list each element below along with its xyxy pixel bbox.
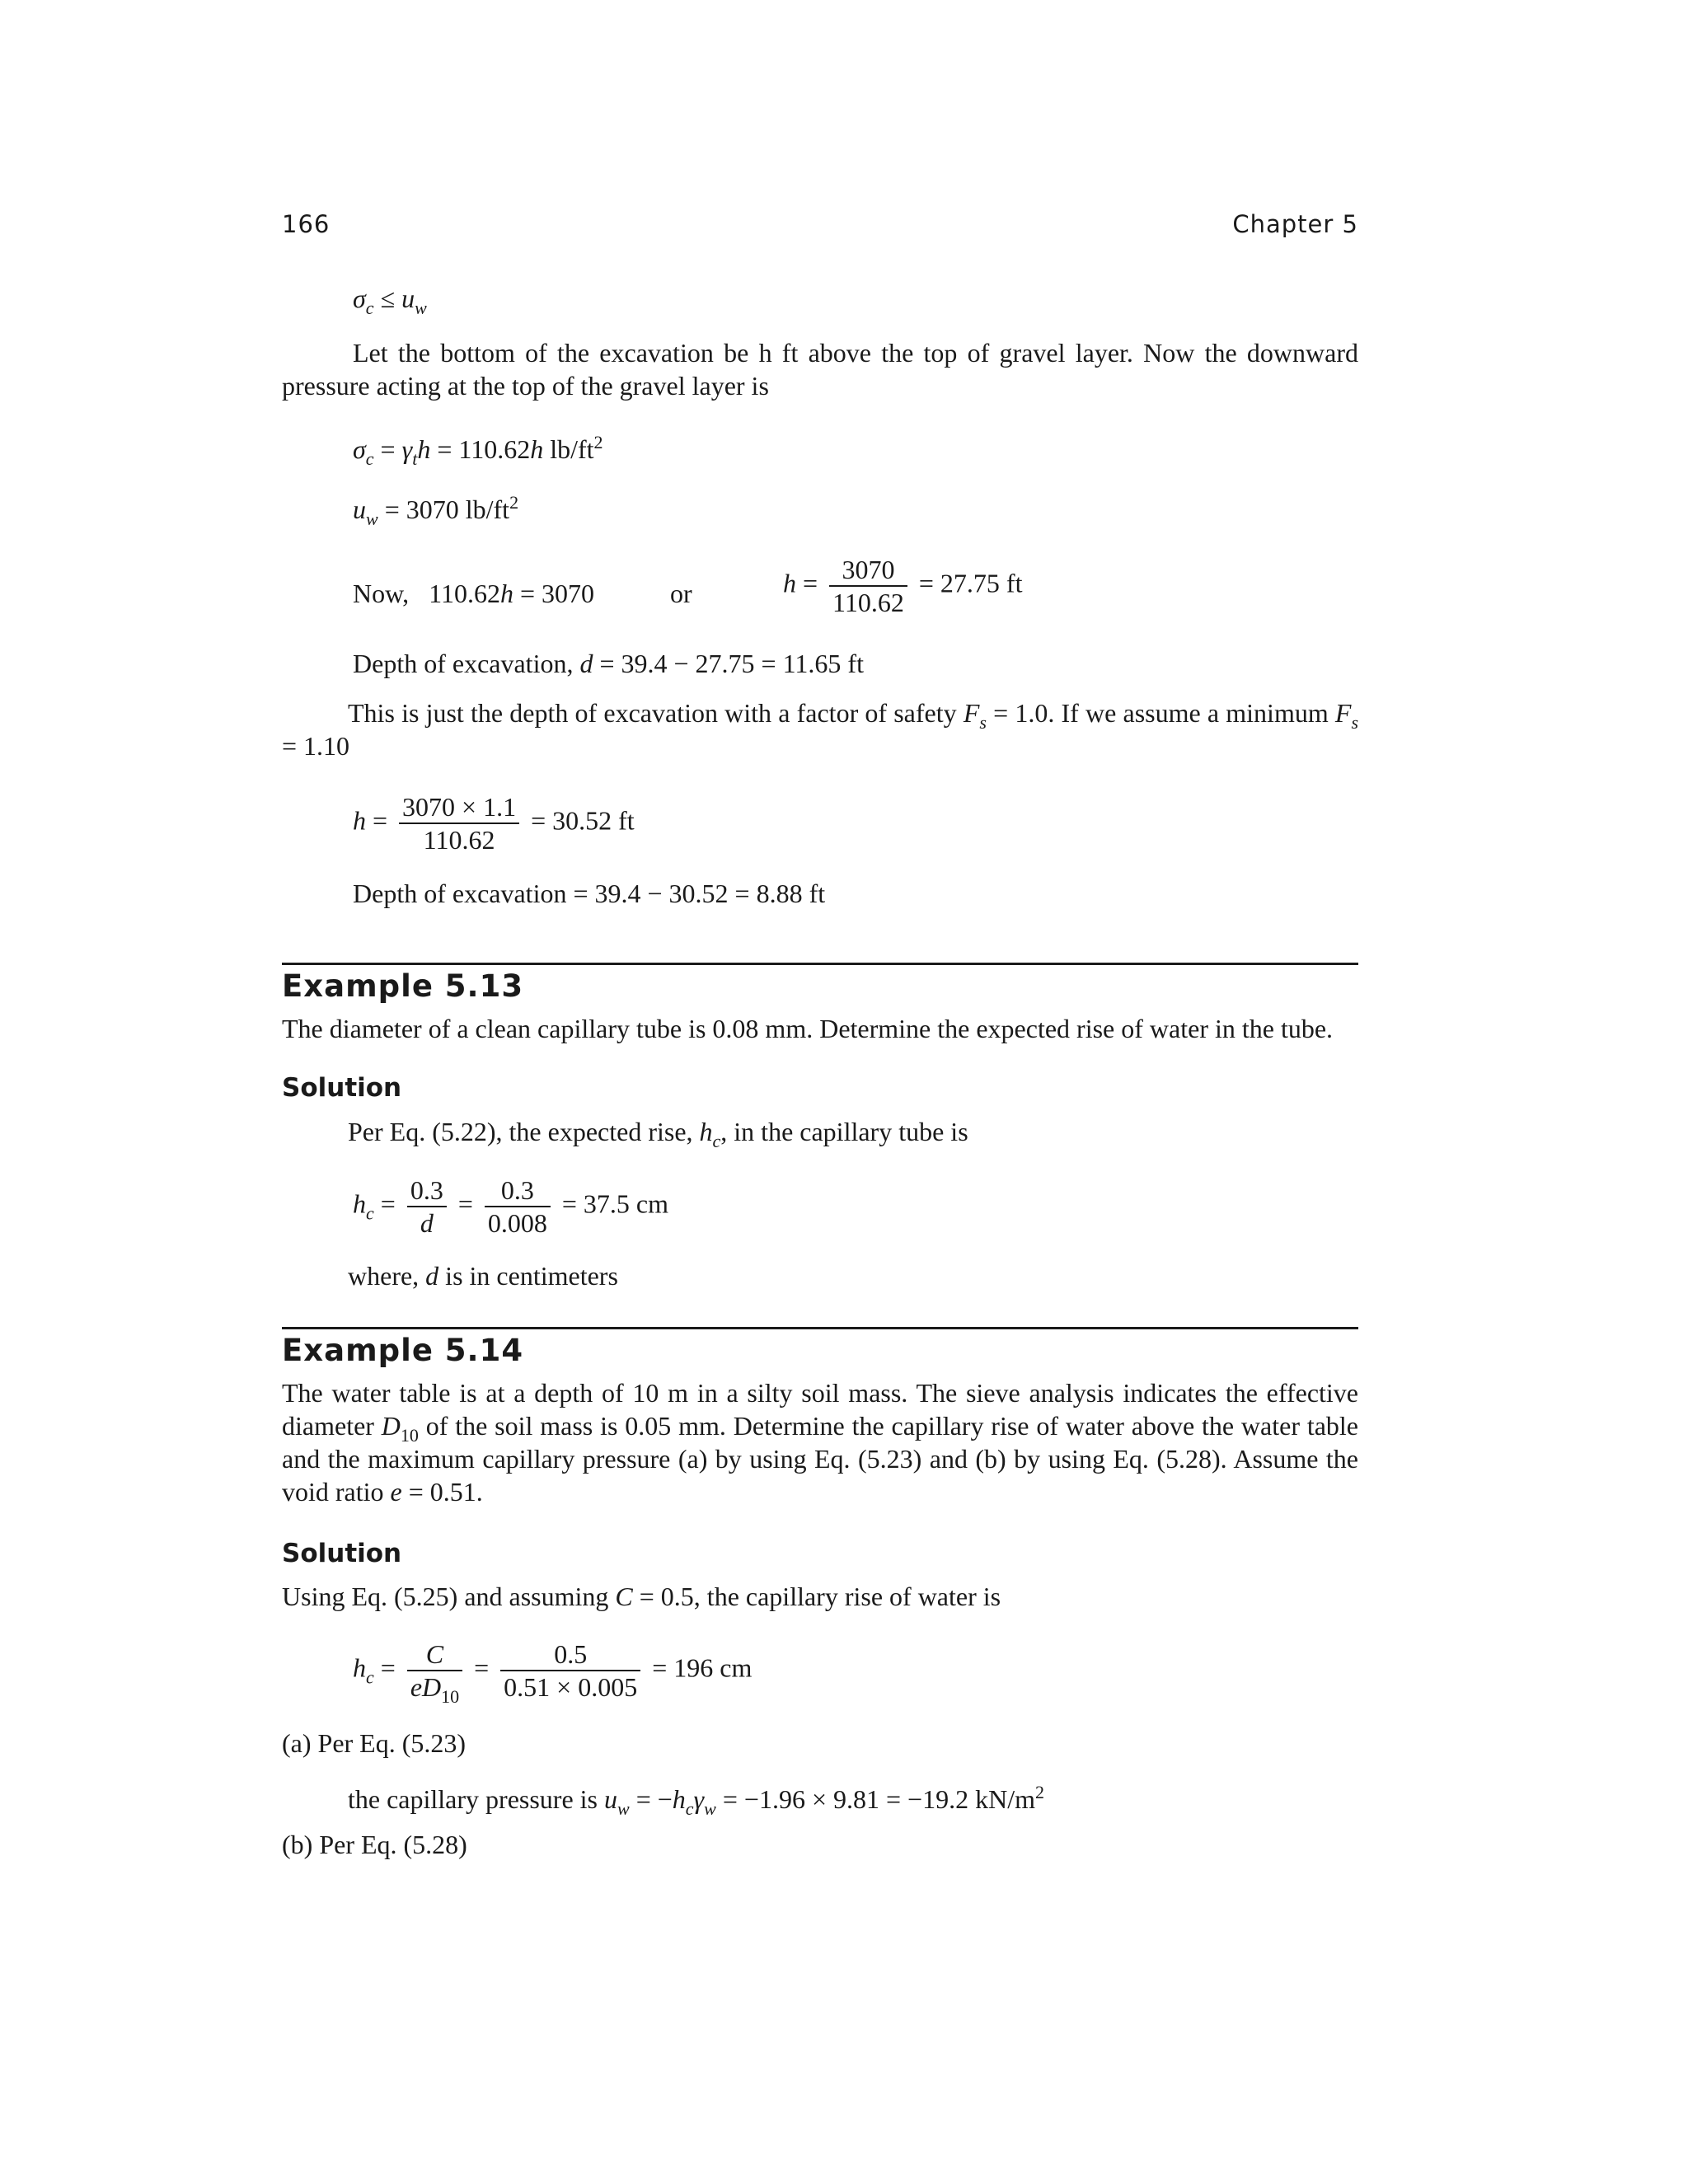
h-fraction-equation: h = $\frac{3070}{110.62}$ = 27.75 ft bbox=[783, 555, 1023, 617]
fraction: $\frac{0.3}{0.008}$ bbox=[485, 1174, 551, 1239]
section-rule bbox=[282, 1327, 1358, 1329]
fraction: $\frac{3070}{110.62}$ bbox=[829, 554, 907, 618]
fraction: $\frac{0.5}{0.51 \times 0.005}$ bbox=[500, 1638, 640, 1703]
or-label: or bbox=[670, 579, 692, 608]
sigma-equation: $\sigma_c = \gamma_th = 110.62h$ $lb/ft^2$ bbox=[353, 432, 603, 469]
condition-equation: $\sigma_c \le u_w$ bbox=[353, 284, 427, 318]
paragraph-excavation: Let the bottom of the excavation be h ft above the top of gravel layer. Now the downward pressure acting at the top of the gravel layer is bbox=[282, 338, 1358, 401]
capillary-pressure-equation: the capillary pressure is $u_w = -h_c\gamma_w = -1.96 \times 9.81 = -19.2$ $kN/m^2$ bbox=[348, 1782, 1044, 1819]
part-b-label: (b) Per Eq. (5.28) bbox=[282, 1830, 467, 1859]
capillary-rise-equation: $h_c$ = $\frac{0.3}{d}$ = $\frac{0.3}{0.008}$ = 37.5 cm bbox=[353, 1175, 668, 1238]
paragraph-safety: This is just the depth of excavation with a factor of safety $F_s = 1.0$. If we assume a minimum $F_s = 1.10$ bbox=[282, 698, 1359, 761]
example-5-14-heading: Example 5.14 bbox=[282, 1333, 524, 1368]
example-5-13-problem: The diameter of a clean capillary tube is 0.08 mm. Determine the expected rise of water in the tube. bbox=[282, 1014, 1334, 1043]
now-equation: Now, 110.62h = 3070 bbox=[353, 579, 594, 608]
fraction: $\frac{3070 \times 1.1}{110.62}$ bbox=[399, 791, 519, 855]
solution-heading: Solution bbox=[282, 1539, 402, 1568]
example-5-14-intro: Using Eq. (5.25) and assuming C = 0.5, the capillary rise of water is bbox=[282, 1582, 1001, 1611]
part-a-label: (a) Per Eq. (5.23) bbox=[282, 1728, 467, 1758]
page-number: 166 bbox=[282, 210, 331, 238]
fraction: $\frac{C}{eD_{10}}$ bbox=[407, 1638, 462, 1703]
chapter-label: Chapter 5 bbox=[1232, 210, 1358, 238]
example-5-13-heading: Example 5.13 bbox=[282, 968, 524, 1004]
section-rule bbox=[282, 963, 1358, 965]
where-note: where, d is in centimeters bbox=[348, 1261, 618, 1291]
solution-heading: Solution bbox=[282, 1073, 402, 1103]
depth-equation-2: Depth of excavation = 39.4 − 30.52 = 8.88 ft bbox=[353, 879, 826, 908]
example-5-14-problem: The water table is at a depth of 10 m in a silty soil mass. The sieve analysis indicates the effective diameter $D_{10}$ of the soil mass is 0.05 mm. Determine the capillary rise of water above the water table and the maximum capillary pressure (a) by using Eq. (5.23) and (b) by using Eq. (5.28). Assume the void ratio e = 0.51. bbox=[282, 1378, 1359, 1507]
fraction: $\frac{0.3}{d}$ bbox=[407, 1174, 447, 1239]
depth-equation-1: Depth of excavation, d = 39.4 − 27.75 = 11.65 ft bbox=[353, 649, 864, 678]
h2-fraction-equation: h = $\frac{3070 \times 1.1}{110.62}$ = 30.52 ft bbox=[353, 792, 635, 855]
uw-equation: $u_w = 3070$ $lb/ft^2$ bbox=[353, 492, 519, 529]
example-5-13-intro: Per Eq. (5.22), the expected rise, $h_c$, in the capillary tube is bbox=[348, 1117, 968, 1151]
capillary-rise-equation-2: $h_c$ = $\frac{C}{eD_{10}}$ = $\frac{0.5}{0.51 \times 0.005}$ = 196 cm bbox=[353, 1639, 753, 1707]
